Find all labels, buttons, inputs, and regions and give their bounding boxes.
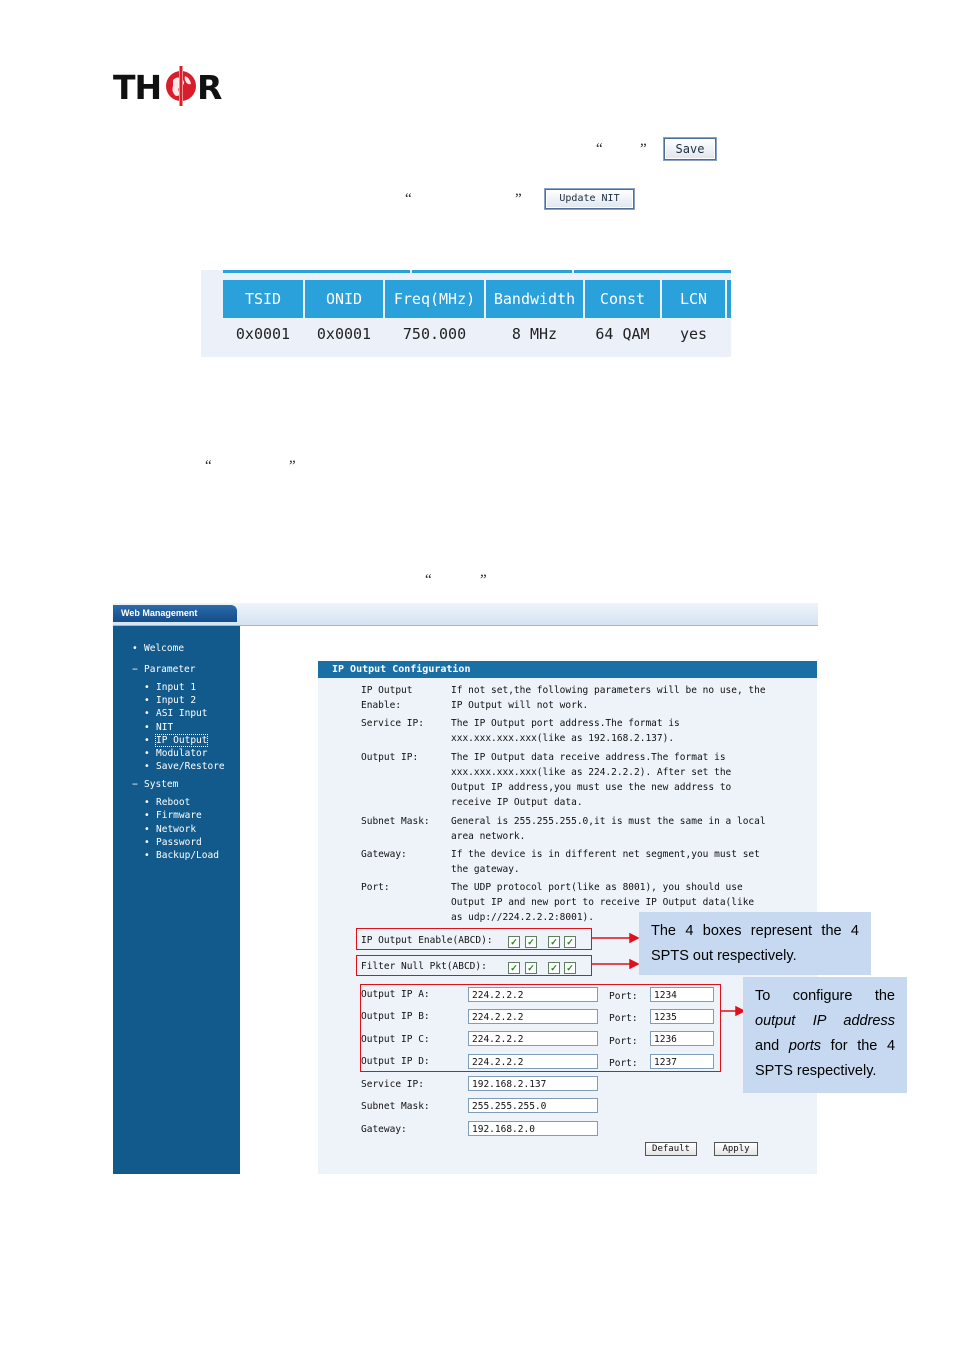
quote-3-open: “ bbox=[205, 458, 212, 474]
web-management-bar bbox=[113, 603, 818, 626]
help-desc-output-ip: The IP Output data receive address.The format is xxx.xxx.xxx.xxx(like as 224.2.2.2). After set the Output IP address,you must use the new address to receive IP Output data. bbox=[451, 752, 732, 808]
port-d-label: Port: bbox=[609, 1058, 638, 1069]
update-nit-button[interactable]: Update NIT bbox=[545, 189, 634, 209]
nav-reboot[interactable]: • Reboot bbox=[144, 797, 191, 808]
help-label-gateway: Gateway: bbox=[361, 849, 407, 860]
nit-header-more bbox=[727, 280, 731, 318]
output-ip-b-label: Output IP B: bbox=[361, 1011, 430, 1022]
enable-highlight-box bbox=[356, 928, 592, 950]
port-c-label: Port: bbox=[609, 1036, 638, 1047]
nit-header-bandwidth: Bandwidth bbox=[486, 280, 583, 318]
nit-header-lcn: LCN bbox=[662, 280, 725, 318]
callout-output-ip: To configure the output IP address and ports for the 4 SPTS respectively. bbox=[743, 977, 907, 1093]
help-desc-ip-output: If not set,the following parameters will be no use, the IP Output will not work. bbox=[451, 685, 766, 711]
filter-checkbox-d[interactable]: ✓ bbox=[564, 962, 576, 974]
update-open-quote: “ bbox=[405, 191, 412, 207]
nit-cell-const: 64 QAM bbox=[595, 325, 650, 343]
nav-modulator[interactable]: • Modulator bbox=[144, 748, 208, 759]
quote-4-close: ” bbox=[480, 572, 487, 588]
gateway-label: Gateway: bbox=[361, 1124, 407, 1135]
apply-button[interactable]: Apply bbox=[714, 1142, 758, 1156]
save-button[interactable]: Save bbox=[664, 138, 716, 160]
nit-cell-bandwidth: 8 MHz bbox=[511, 325, 558, 343]
filter-checkbox-b[interactable]: ✓ bbox=[525, 962, 537, 974]
output-ip-c-input[interactable]: 224.2.2.2 bbox=[468, 1031, 598, 1046]
config-title: IP Output Configuration bbox=[318, 661, 817, 678]
help-desc-subnet: General is 255.255.255.0,it is must the same in a local area network. bbox=[451, 816, 766, 842]
nav-network[interactable]: • Network bbox=[144, 824, 197, 835]
filter-highlight-box bbox=[356, 955, 592, 976]
nav-welcome[interactable]: • Welcome bbox=[132, 643, 185, 654]
output-ip-a-input[interactable]: 224.2.2.2 bbox=[468, 987, 598, 1002]
output-ip-d-input[interactable]: 224.2.2.2 bbox=[468, 1054, 598, 1069]
enable-checkbox-b[interactable]: ✓ bbox=[525, 936, 537, 948]
port-c-input[interactable]: 1236 bbox=[650, 1031, 714, 1046]
nav-nit[interactable]: • NIT bbox=[144, 722, 174, 733]
filter-checkbox-a[interactable]: ✓ bbox=[508, 962, 520, 974]
nit-cell-freq: 750.000 bbox=[402, 325, 467, 343]
sidebar bbox=[113, 626, 240, 1174]
ip-output-enable-label: IP Output Enable(ABCD): bbox=[361, 935, 493, 946]
enable-checkbox-c[interactable]: ✓ bbox=[548, 936, 560, 948]
filter-checkbox-c[interactable]: ✓ bbox=[548, 962, 560, 974]
nit-table bbox=[201, 270, 731, 357]
port-d-input[interactable]: 1237 bbox=[650, 1054, 714, 1069]
thor-logo bbox=[113, 66, 229, 108]
nit-cell-tsid: 0x0001 bbox=[235, 325, 291, 343]
output-ip-d-label: Output IP D: bbox=[361, 1056, 430, 1067]
nit-cell-onid: 0x0001 bbox=[316, 325, 372, 343]
nit-cell-lcn: yes bbox=[679, 325, 708, 343]
quote-3-close: ” bbox=[289, 458, 296, 474]
port-b-label: Port: bbox=[609, 1013, 638, 1024]
help-desc-port: The UDP protocol port(like as 8001), you should use Output IP and new port to receive IP Output data(like as udp://224.2.2.2:8001). bbox=[451, 882, 755, 923]
output-ip-c-label: Output IP C: bbox=[361, 1034, 430, 1045]
help-label-subnet: Subnet Mask: bbox=[361, 816, 430, 827]
nav-firmware[interactable]: • Firmware bbox=[144, 810, 202, 821]
nav-parameter[interactable]: − Parameter bbox=[132, 664, 196, 675]
nav-ip-output[interactable]: • IP Output bbox=[144, 735, 208, 746]
nav-system[interactable]: − System bbox=[132, 779, 179, 790]
service-ip-input[interactable]: 192.168.2.137 bbox=[468, 1076, 598, 1091]
globe-icon bbox=[164, 66, 198, 106]
enable-checkbox-a[interactable]: ✓ bbox=[508, 936, 520, 948]
help-label-output-ip: Output IP: bbox=[361, 752, 419, 763]
help-label-port: Port: bbox=[361, 882, 390, 893]
help-desc-service-ip: The IP Output port address.The format is xxx.xxx.xxx.xxx(like as 192.168.2.137). bbox=[451, 718, 680, 744]
nav-input2[interactable]: • Input 2 bbox=[144, 695, 197, 706]
nav-password[interactable]: • Password bbox=[144, 837, 202, 848]
nit-header-const: Const bbox=[585, 280, 660, 318]
nit-header-tsid: TSID bbox=[223, 280, 303, 318]
nit-header-freq: Freq(MHz) bbox=[385, 280, 484, 318]
subnet-mask-label: Subnet Mask: bbox=[361, 1101, 430, 1112]
web-management-tab[interactable]: Web Management bbox=[113, 605, 237, 622]
default-button[interactable]: Default bbox=[645, 1142, 697, 1156]
help-label-service-ip: Service IP: bbox=[361, 718, 424, 729]
nit-header-onid: ONID bbox=[305, 280, 383, 318]
filter-null-pkt-label: Filter Null Pkt(ABCD): bbox=[361, 961, 487, 972]
save-open-quote: “ bbox=[596, 141, 603, 157]
help-label-ip-output: IP Output Enable: bbox=[361, 685, 413, 711]
output-ip-a-label: Output IP A: bbox=[361, 989, 430, 1000]
help-desc-gateway: If the device is in different net segment,you must set the gateway. bbox=[451, 849, 760, 875]
logo-text-left: TH bbox=[113, 68, 162, 107]
nav-asi-input[interactable]: • ASI Input bbox=[144, 708, 208, 719]
nav-backup-load[interactable]: • Backup/Load bbox=[144, 850, 219, 861]
logo-text-right: R bbox=[197, 68, 223, 107]
gateway-input[interactable]: 192.168.2.0 bbox=[468, 1121, 598, 1136]
nav-input1[interactable]: • Input 1 bbox=[144, 682, 197, 693]
subnet-mask-input[interactable]: 255.255.255.0 bbox=[468, 1098, 598, 1113]
port-a-input[interactable]: 1234 bbox=[650, 987, 714, 1002]
service-ip-label: Service IP: bbox=[361, 1079, 424, 1090]
quote-4-open: “ bbox=[425, 572, 432, 588]
save-close-quote: ” bbox=[640, 141, 647, 157]
nav-save-restore[interactable]: • Save/Restore bbox=[144, 761, 225, 772]
enable-checkbox-d[interactable]: ✓ bbox=[564, 936, 576, 948]
port-a-label: Port: bbox=[609, 991, 638, 1002]
output-ip-b-input[interactable]: 224.2.2.2 bbox=[468, 1009, 598, 1024]
update-close-quote: ” bbox=[515, 191, 522, 207]
callout-boxes: The 4 boxes represent the 4 SPTS out respectively. bbox=[639, 912, 871, 975]
port-b-input[interactable]: 1235 bbox=[650, 1009, 714, 1024]
